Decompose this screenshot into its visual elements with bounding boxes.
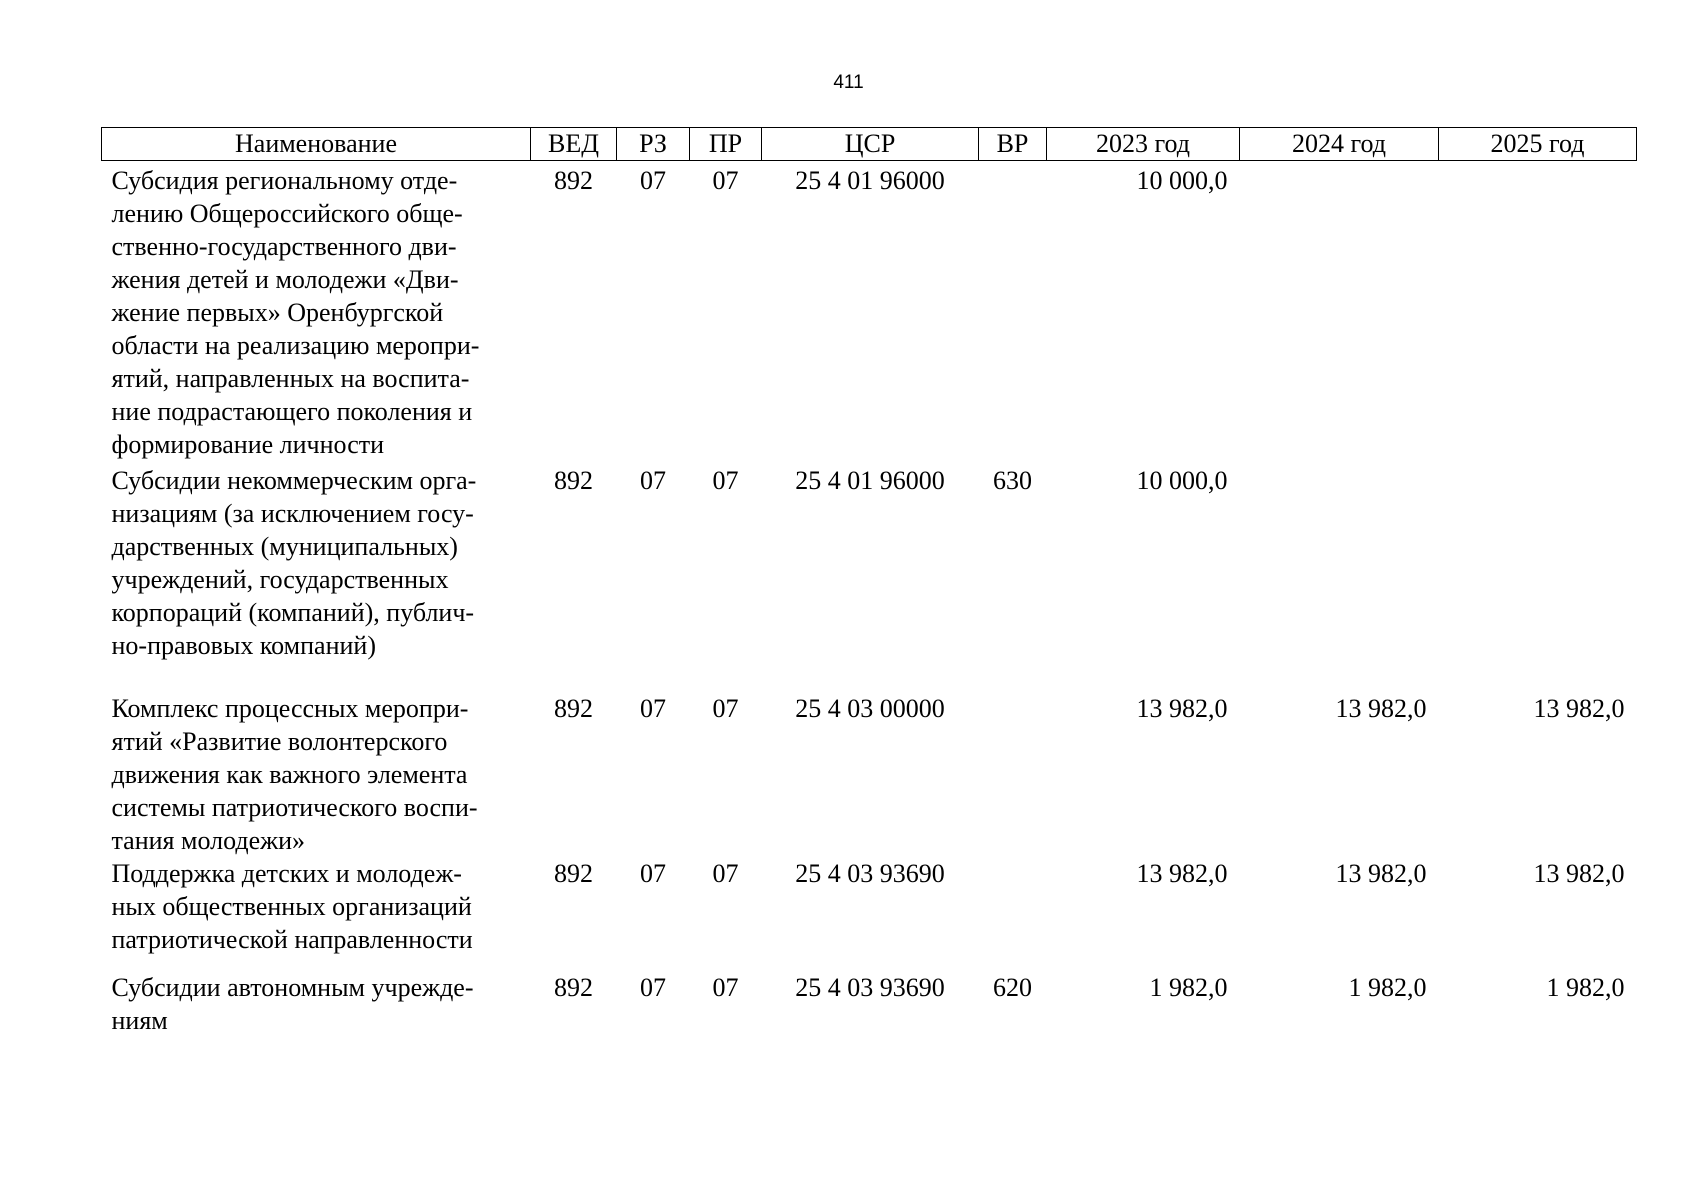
row-2023: 10 000,0 <box>1136 466 1228 495</box>
row-name: Поддержка детских и молодеж- ных общественных организаций патриотической направленности <box>111 859 473 954</box>
budget-table <box>101 127 1637 1041</box>
row-2025 <box>1439 464 1637 692</box>
row-2025: 1 982,0 <box>1546 973 1625 1002</box>
row-name: Субсидии некоммерческим орга- низациям (за исключением госу- дарственных (муниципальных) учреждений, государственных корпораций (компаний), публич- но-правовых компаний) <box>111 466 477 660</box>
header-2023: 2023 год <box>1047 128 1240 161</box>
table-row <box>102 161 1637 465</box>
table-row <box>102 692 1637 857</box>
row-rz: 07 <box>640 466 666 495</box>
row-name: Субсидии автономным учрежде- ниям <box>111 973 474 1035</box>
table-row <box>102 857 1637 971</box>
row-2024: 13 982,0 <box>1335 859 1427 888</box>
header-rz: РЗ <box>617 128 690 161</box>
row-2023: 1 982,0 <box>1149 973 1228 1002</box>
row-vr: 630 <box>993 466 1032 495</box>
row-vr <box>979 857 1047 971</box>
row-ved: 892 <box>554 973 593 1002</box>
row-pr: 07 <box>712 166 739 195</box>
row-csr: 25 4 03 93690 <box>795 973 945 1002</box>
row-ved: 892 <box>554 166 593 195</box>
row-rz: 07 <box>640 166 666 195</box>
table-row <box>102 971 1637 1041</box>
row-2024 <box>1240 464 1439 692</box>
row-rz: 07 <box>640 859 666 888</box>
row-rz: 07 <box>640 973 666 1002</box>
row-name: Субсидия региональному отде- лению Общероссийского обще- ственно-государственного дви- жения детей и молодежи «Дви- жение первых» Оренбургской области на реализацию меропри- ятий, направленных на воспита- ние подрастающего поколения и формирование личности <box>111 166 480 459</box>
page-number: 411 <box>833 72 864 93</box>
row-2025: 13 982,0 <box>1533 859 1625 888</box>
row-pr: 07 <box>712 859 739 888</box>
row-2024: 13 982,0 <box>1335 694 1427 723</box>
header-2025: 2025 год <box>1439 128 1637 161</box>
row-2024: 1 982,0 <box>1348 973 1427 1002</box>
header-pr: ПР <box>690 128 762 161</box>
row-csr: 25 4 01 96000 <box>795 166 945 195</box>
header-ved: ВЕД <box>531 128 617 161</box>
row-rz: 07 <box>640 694 666 723</box>
header-2024: 2024 год <box>1240 128 1439 161</box>
header-row <box>102 128 1637 161</box>
row-name: Комплекс процессных меропри- ятий «Развитие волонтерского движения как важного элемента системы патриотического воспи- тания молодежи» <box>111 694 478 855</box>
row-pr: 07 <box>712 694 739 723</box>
row-csr: 25 4 03 00000 <box>795 694 945 723</box>
row-ved: 892 <box>554 859 593 888</box>
row-vr <box>979 692 1047 857</box>
header-name: Наименование <box>102 128 531 161</box>
row-2025 <box>1439 161 1637 465</box>
row-pr: 07 <box>712 973 739 1002</box>
header-csr: ЦСР <box>762 128 979 161</box>
row-csr: 25 4 03 93690 <box>795 859 945 888</box>
row-vr <box>979 161 1047 465</box>
row-vr: 620 <box>993 973 1032 1002</box>
row-pr: 07 <box>712 466 739 495</box>
header-vr: ВР <box>979 128 1047 161</box>
table-row <box>102 464 1637 692</box>
row-ved: 892 <box>554 466 593 495</box>
row-2023: 13 982,0 <box>1136 859 1228 888</box>
row-2023: 13 982,0 <box>1136 694 1228 723</box>
row-2025: 13 982,0 <box>1533 694 1625 723</box>
row-2023: 10 000,0 <box>1136 166 1228 195</box>
row-ved: 892 <box>554 694 593 723</box>
row-2024 <box>1240 161 1439 465</box>
row-csr: 25 4 01 96000 <box>795 466 945 495</box>
